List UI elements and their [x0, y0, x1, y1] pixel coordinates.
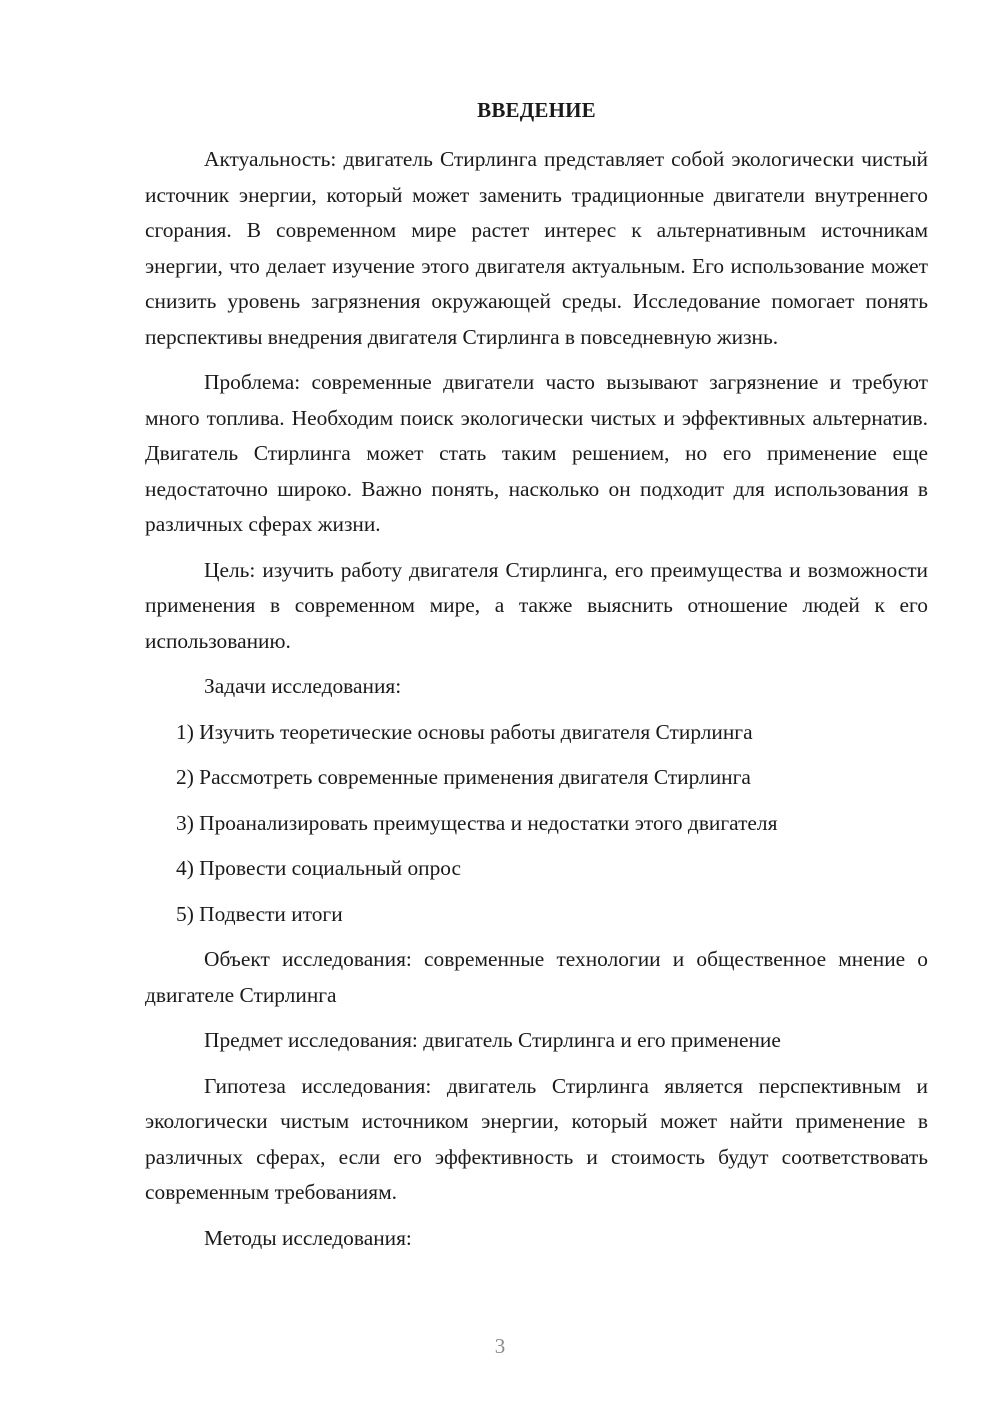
task-item: 4) Провести социальный опрос [176, 856, 462, 880]
task-item: 5) Подвести итоги [176, 901, 343, 926]
task-item: 2) Рассмотреть современные применения двигателя Стирлинга [176, 765, 751, 789]
task-item: 3) Проанализировать преимущества и недостатки этого двигателя [176, 810, 778, 835]
hypothesis-paragraph: Гипотеза исследования: двигатель Стирлинга является перспективным и экологически чистым источником энергии, который может найти применение в различных сферах, если его эффективность и стоимость будут соответствовать современным требованиям. [145, 1073, 928, 1204]
problem-paragraph: Проблема: современные двигатели часто вызывают загрязнение и требуют много топлива. Необходим поиск экологически чистых и эффективных альтернатив. Двигатель Стирлинга может стать таким решением, но его применение еще недостаточно широко. Важно понять, насколько он подходит для использования в различных сферах жизни. [145, 370, 928, 536]
section-title: ВВЕДЕНИЕ [477, 98, 596, 122]
relevance-paragraph: Актуальность: двигатель Стирлинга представляет собой экологически чистый источник энергии, который может заменить традиционные двигатели внутреннего сгорания. В современном мире растет интерес к альтернативным источникам энергии, что делает изучение этого двигателя актуальным. Его использование может снизить уровень загрязнения окружающей среды. Исследование помогает понять перспективы внедрения двигателя Стирлинга в повседневную жизнь. [145, 147, 928, 349]
object-paragraph: Объект исследования: современные технологии и общественное мнение о двигателе Стирлинга [145, 947, 928, 1007]
subject-paragraph: Предмет исследования: двигатель Стирлинга и его применение [204, 1028, 781, 1052]
page-number: 3 [494, 1334, 506, 1358]
task-item: 1) Изучить теоретические основы работы двигателя Стирлинга [176, 719, 753, 744]
document-body [145, 142, 928, 1266]
goal-paragraph: Цель: изучить работу двигателя Стирлинга, его преимущества и возможности применения в современном мире, а также выяснить отношение людей к его использованию. [145, 557, 928, 653]
tasks-heading: Задачи исследования: [204, 674, 402, 698]
methods-heading: Методы исследования: [204, 1225, 412, 1250]
